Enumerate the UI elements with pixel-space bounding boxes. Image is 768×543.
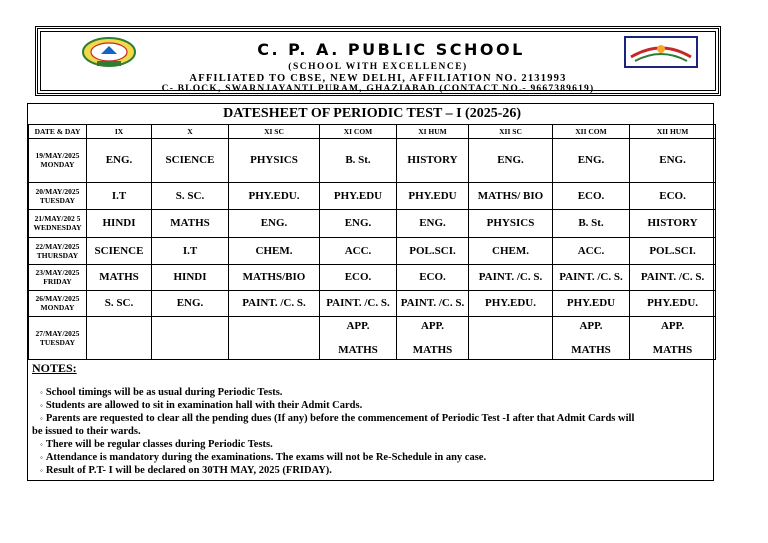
exam-day: TUESDAY bbox=[39, 337, 76, 347]
subject-cell: I.T bbox=[87, 182, 152, 209]
subject-cell: SCIENCE bbox=[152, 138, 229, 182]
subject-cell: S. SC. bbox=[87, 290, 152, 316]
column-header: XI SC bbox=[229, 124, 320, 138]
table-row bbox=[29, 290, 716, 316]
subject-cell: ENG. bbox=[630, 138, 716, 182]
subject-cell: B. St. bbox=[553, 209, 630, 237]
subject-cell: ENG. bbox=[87, 138, 152, 182]
empty-subject-cell bbox=[469, 316, 553, 359]
date-cell bbox=[29, 264, 87, 290]
bullet-icon: ◦ bbox=[40, 439, 43, 449]
table-row bbox=[29, 138, 716, 182]
subject-cell: ENG. bbox=[320, 209, 397, 237]
table-row bbox=[29, 209, 716, 237]
notes-title: NOTES: bbox=[32, 360, 77, 375]
bullet-icon: ◦ bbox=[40, 413, 43, 423]
subject-cell: MATHS bbox=[87, 264, 152, 290]
column-header: XI HUM bbox=[397, 124, 469, 138]
date-cell bbox=[29, 290, 87, 316]
subject-cell: PHY.EDU bbox=[320, 182, 397, 209]
exam-day: MONDAY bbox=[40, 160, 75, 169]
note-text: School timings will be as usual during Periodic Tests. bbox=[45, 386, 283, 398]
empty-subject-cell bbox=[87, 316, 152, 359]
table-row bbox=[29, 237, 716, 264]
table-row bbox=[29, 264, 716, 290]
subject-line: APP. bbox=[420, 319, 445, 332]
date-cell bbox=[29, 182, 87, 209]
exam-date: 27/MAY/2025 bbox=[35, 328, 80, 338]
subject-cell: ENG. bbox=[469, 138, 553, 182]
subject-cell: HINDI bbox=[152, 264, 229, 290]
empty-subject-cell bbox=[152, 316, 229, 359]
subject-cell: I.T bbox=[152, 237, 229, 264]
column-header: XII COM bbox=[553, 124, 630, 138]
subject-cell bbox=[553, 316, 630, 359]
subject-cell: MATHS bbox=[152, 209, 229, 237]
exam-date: 23/MAY/2025 bbox=[35, 268, 80, 277]
subject-cell bbox=[320, 316, 397, 359]
subject-cell: PAINT. /C. S. bbox=[229, 290, 320, 316]
date-cell bbox=[29, 316, 87, 359]
exam-date: 20/MAY/2025 bbox=[35, 186, 80, 196]
exam-date: 26/MAY/2025 bbox=[35, 294, 80, 303]
column-header: IX bbox=[87, 124, 152, 138]
subject-cell: ACC. bbox=[553, 237, 630, 264]
subject-cell bbox=[397, 316, 469, 359]
note-continuation: be issued to their wards. bbox=[32, 425, 141, 437]
note-text: There will be regular classes during Periodic Tests. bbox=[45, 438, 273, 450]
subject-cell: ECO. bbox=[320, 264, 397, 290]
table-row bbox=[29, 316, 716, 359]
subject-cell: HISTORY bbox=[630, 209, 716, 237]
notes-section bbox=[28, 360, 713, 479]
subject-line: APP. bbox=[660, 319, 685, 332]
subject-cell: HISTORY bbox=[397, 138, 469, 182]
school-crest-icon bbox=[623, 35, 699, 69]
subject-cell: ACC. bbox=[320, 237, 397, 264]
subject-cell: B. St. bbox=[320, 138, 397, 182]
exam-date: 22/MAY/2025 bbox=[35, 241, 80, 251]
bullet-icon: ◦ bbox=[40, 400, 43, 410]
bullet-icon: ◦ bbox=[40, 387, 43, 397]
column-header: XII HUM bbox=[630, 124, 716, 138]
exam-date: 19/MAY/2025 bbox=[35, 151, 80, 160]
subject-cell: POL.SCI. bbox=[397, 237, 469, 264]
address-line: C- BLOCK, SWARNJAYANTI PURAM, GHAZIABAD (CONTACT NO.- 9667389619) bbox=[161, 84, 595, 94]
subject-cell: ENG. bbox=[553, 138, 630, 182]
subject-cell bbox=[630, 316, 716, 359]
note-item bbox=[32, 399, 709, 412]
column-header-row bbox=[29, 124, 716, 138]
note-text: Parents are requested to clear all the pending dues (If any) before the commencement of Periodic Test -I after that Admit Cards will bbox=[45, 412, 635, 424]
subject-cell: MATHS/ BIO bbox=[469, 182, 553, 209]
subject-cell: PHY.EDU. bbox=[229, 182, 320, 209]
date-cell bbox=[29, 138, 87, 182]
subject-cell: MATHS/BIO bbox=[229, 264, 320, 290]
subject-line: MATHS bbox=[412, 343, 453, 356]
note-item bbox=[32, 464, 709, 477]
subject-cell: PAINT. /C. S. bbox=[397, 290, 469, 316]
subject-cell: PHY.EDU. bbox=[469, 290, 553, 316]
subject-cell: PAINT. /C. S. bbox=[320, 290, 397, 316]
exam-date: 21/MAY/202 5 bbox=[34, 214, 81, 223]
subject-line: MATHS bbox=[652, 343, 693, 356]
subject-line: APP. bbox=[346, 319, 370, 332]
subject-cell: PAINT. /C. S. bbox=[553, 264, 630, 290]
affiliation-line: AFFILIATED TO CBSE, NEW DELHI, AFFILIATION NO. 2131993 bbox=[189, 73, 567, 84]
bullet-icon: ◦ bbox=[40, 465, 43, 475]
column-header: XI COM bbox=[320, 124, 397, 138]
subject-cell: ENG. bbox=[229, 209, 320, 237]
datesheet-panel bbox=[27, 103, 714, 481]
subject-line: MATHS bbox=[338, 343, 378, 356]
subject-cell: ECO. bbox=[553, 182, 630, 209]
note-item bbox=[32, 451, 709, 464]
exam-day: WEDNESDAY bbox=[33, 223, 82, 232]
datesheet-table bbox=[28, 104, 716, 360]
subject-cell: S. SC. bbox=[152, 182, 229, 209]
subject-cell: ECO. bbox=[397, 264, 469, 290]
note-item bbox=[32, 386, 709, 399]
exam-day: FRIDAY bbox=[43, 277, 72, 286]
subject-cell: POL.SCI. bbox=[630, 237, 716, 264]
subject-cell: PAINT. /C. S. bbox=[630, 264, 716, 290]
subject-cell: CHEM. bbox=[229, 237, 320, 264]
letterhead-frame bbox=[40, 31, 716, 94]
subject-cell: HINDI bbox=[87, 209, 152, 237]
school-motto: (SCHOOL WITH EXCELLENCE) bbox=[288, 62, 468, 72]
subject-cell: PHY.EDU bbox=[553, 290, 630, 316]
school-name: C. P. A. PUBLIC SCHOOL bbox=[257, 40, 525, 59]
school-letterhead bbox=[35, 26, 721, 96]
exam-day: THURSDAY bbox=[36, 250, 79, 260]
subject-line: APP. bbox=[579, 319, 603, 332]
note-item bbox=[32, 412, 709, 425]
note-item bbox=[32, 438, 709, 451]
column-header: X bbox=[152, 124, 229, 138]
empty-subject-cell bbox=[229, 316, 320, 359]
subject-cell: ENG. bbox=[152, 290, 229, 316]
subject-cell: CHEM. bbox=[469, 237, 553, 264]
table-row bbox=[29, 182, 716, 209]
subject-cell: PHYSICS bbox=[469, 209, 553, 237]
subject-cell: PHYSICS bbox=[229, 138, 320, 182]
subject-cell: ECO. bbox=[630, 182, 716, 209]
note-text: Attendance is mandatory during the examinations. The exams will not be Re-Schedule in any case. bbox=[45, 451, 487, 463]
column-header: DATE & DAY bbox=[29, 124, 87, 138]
subject-cell: PHY.EDU bbox=[397, 182, 469, 209]
subject-cell: PHY.EDU. bbox=[630, 290, 716, 316]
datesheet-title: DATESHEET OF PERIODIC TEST – I (2025-26) bbox=[29, 104, 716, 124]
column-header: XII SC bbox=[469, 124, 553, 138]
subject-cell: PAINT. /C. S. bbox=[469, 264, 553, 290]
exam-day: TUESDAY bbox=[39, 195, 76, 205]
note-text: Students are allowed to sit in examination hall with their Admit Cards. bbox=[45, 399, 363, 411]
date-cell bbox=[29, 209, 87, 237]
subject-cell: SCIENCE bbox=[87, 237, 152, 264]
date-cell bbox=[29, 237, 87, 264]
subject-line: MATHS bbox=[571, 343, 611, 356]
exam-day: MONDAY bbox=[40, 303, 75, 312]
note-text: Result of P.T- I will be declared on 30TH MAY, 2025 (FRIDAY). bbox=[45, 464, 332, 476]
subject-cell: ENG. bbox=[397, 209, 469, 237]
bullet-icon: ◦ bbox=[40, 452, 43, 462]
